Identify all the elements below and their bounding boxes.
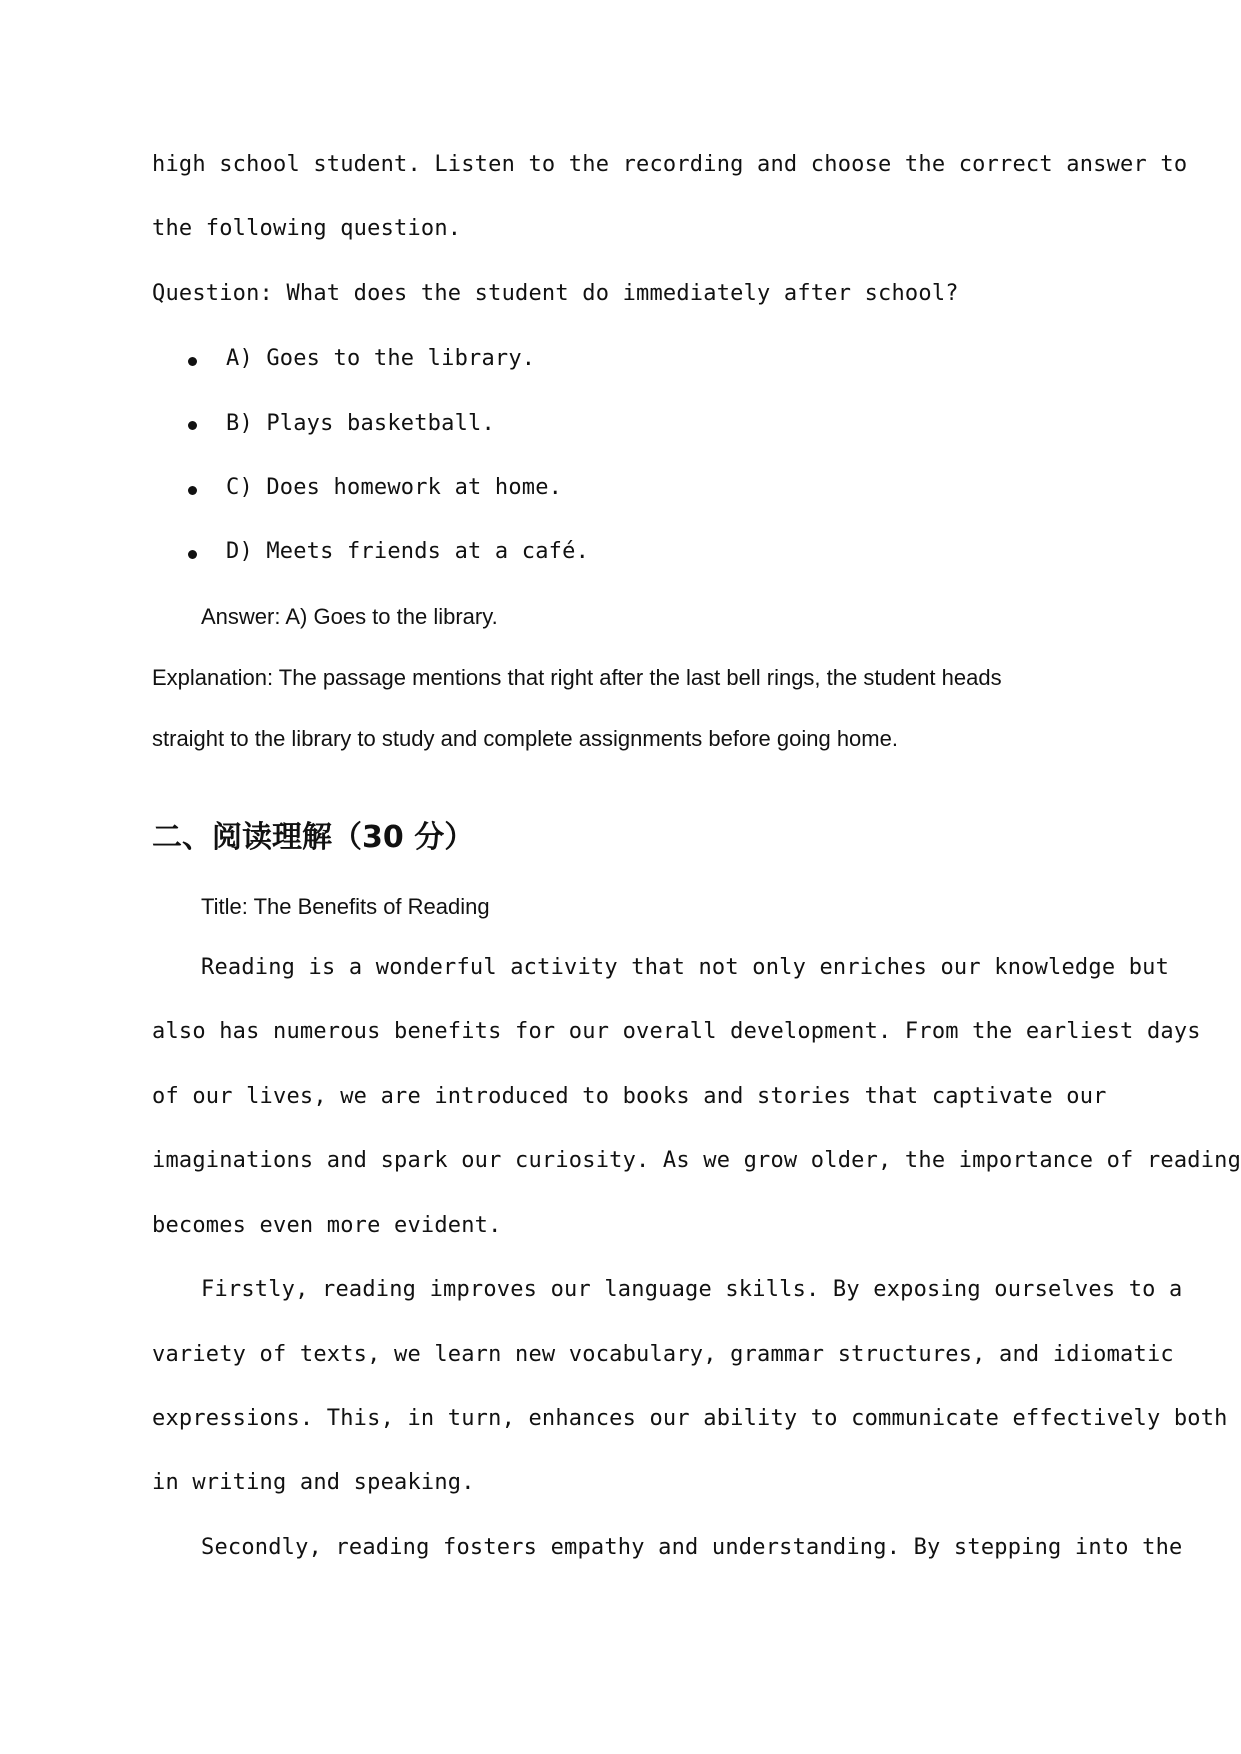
section-heading: 二、阅读理解（30 分） xyxy=(152,820,475,855)
para1-line-1: Reading is a wonderful activity that not only enriches our knowledge but xyxy=(201,955,1170,980)
intro-line-1: high school student. Listen to the recording and choose the correct answer to xyxy=(152,152,1188,177)
explanation-line-2: straight to the library to study and complete assignments before going home. xyxy=(152,726,898,751)
question-text: Question: What does the student do immediately after school? xyxy=(152,281,959,306)
bullet-icon xyxy=(188,421,197,430)
para1-line-4: imaginations and spark our curiosity. As we grow older, the importance of reading xyxy=(152,1148,1241,1173)
para2-line-3: expressions. This, in turn, enhances our ability to communicate effectively both xyxy=(152,1406,1228,1431)
option-a: A) Goes to the library. xyxy=(226,346,536,371)
para2-line-4: in writing and speaking. xyxy=(152,1470,475,1495)
passage-title: Title: The Benefits of Reading xyxy=(201,894,490,919)
para2-line-2: variety of texts, we learn new vocabulary, grammar structures, and idiomatic xyxy=(152,1342,1174,1367)
bullet-icon xyxy=(188,486,197,495)
option-d: D) Meets friends at a café. xyxy=(226,539,590,564)
intro-line-2: the following question. xyxy=(152,216,462,241)
para2-line-1: Firstly, reading improves our language skills. By exposing ourselves to a xyxy=(201,1277,1183,1302)
para1-line-3: of our lives, we are introduced to books and stories that captivate our xyxy=(152,1084,1107,1109)
para1-line-5: becomes even more evident. xyxy=(152,1213,502,1238)
para1-line-2: also has numerous benefits for our overall development. From the earliest days xyxy=(152,1019,1201,1044)
answer-text: Answer: A) Goes to the library. xyxy=(201,604,498,629)
bullet-icon xyxy=(188,550,197,559)
para3-line-1: Secondly, reading fosters empathy and understanding. By stepping into the xyxy=(201,1535,1183,1560)
option-b: B) Plays basketball. xyxy=(226,411,495,436)
bullet-icon xyxy=(188,357,197,366)
option-c: C) Does homework at home. xyxy=(226,475,563,500)
explanation-line-1: Explanation: The passage mentions that right after the last bell rings, the student heads xyxy=(152,665,1002,690)
